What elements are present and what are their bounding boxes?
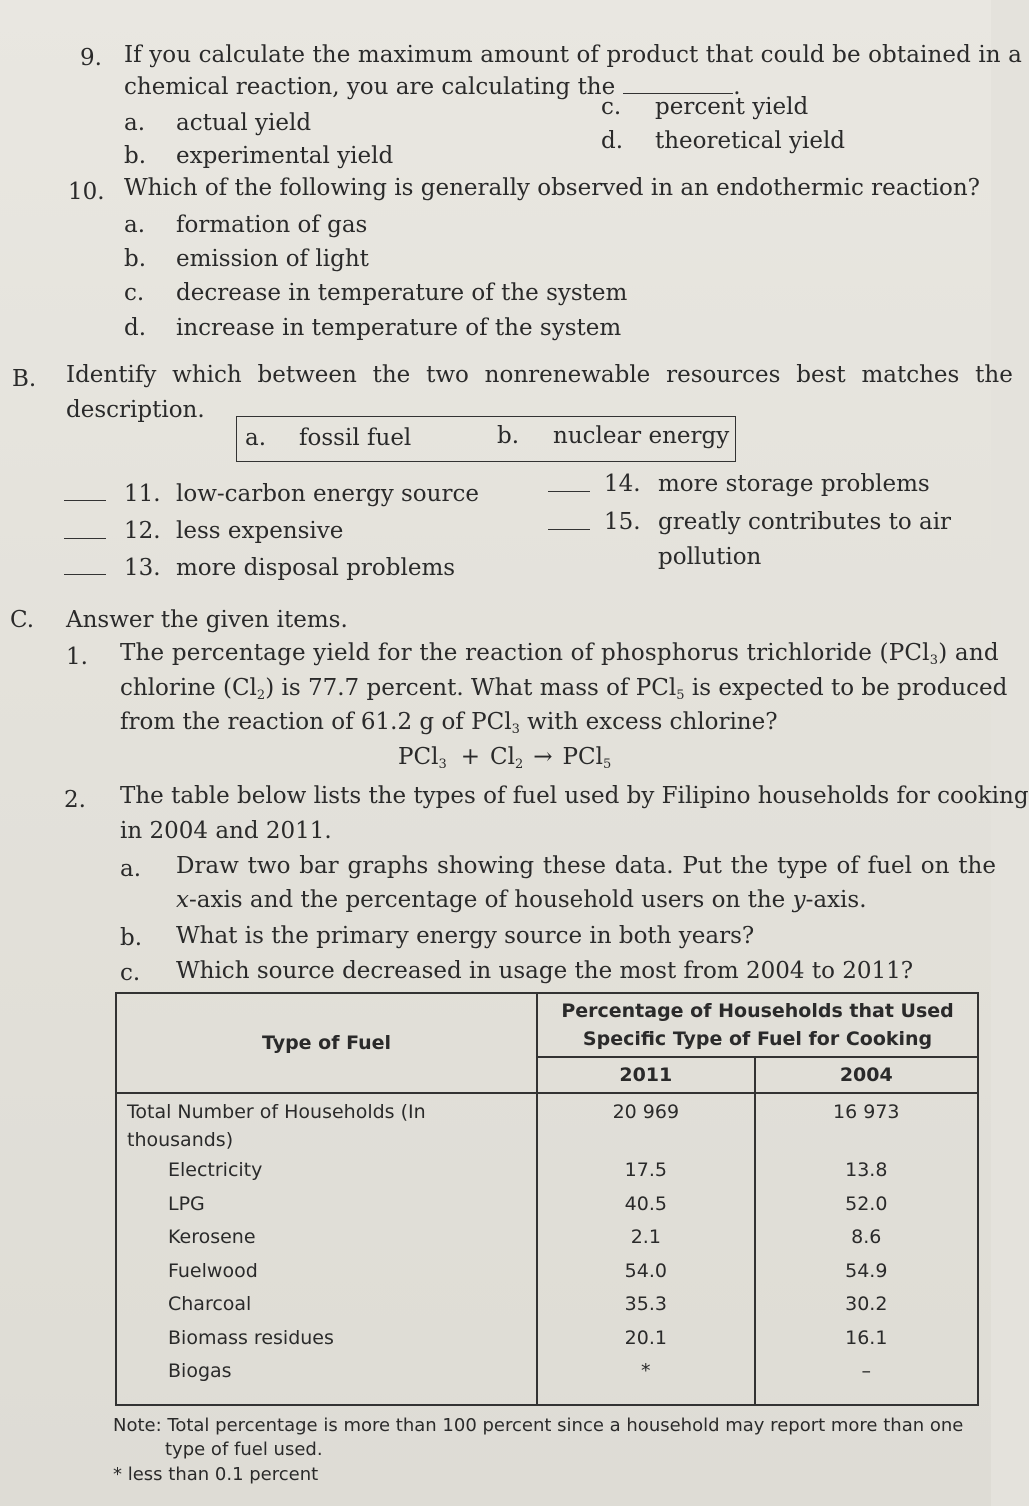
part-b-instruction-line1: Identify which between the two nonrenewable resources best matches the (66, 362, 1013, 388)
c1-number: 1. (66, 644, 88, 670)
q9-text-line2: chemical reaction, you are calculating the . (124, 74, 741, 100)
value-2004-cell: 13.8 (845, 1159, 888, 1181)
item-13: 13. more disposal problems (124, 555, 456, 581)
table-note-line1: Note: Total percentage is more than 100 percent since a household may report more than one (113, 1415, 964, 1436)
c2c-text: Which source decreased in usage the most from 2004 to 2011? (176, 958, 914, 984)
fuel-usage-table (115, 992, 979, 1406)
c2c-letter: c. (120, 960, 141, 986)
item13-blank (64, 574, 106, 575)
part-c-heading: Answer the given items. (66, 607, 348, 633)
value-2011-cell: 40.5 (624, 1192, 667, 1215)
fuel-name-cell: Electricity (168, 1159, 263, 1181)
value-2004-cell: 30.2 (845, 1293, 888, 1315)
q9-text-line1: If you calculate the maximum amount of product that could be obtained in a (124, 42, 1022, 68)
q9-option-d: d. theoretical yield (601, 128, 846, 154)
value-2004-cell: 16.1 (845, 1326, 888, 1349)
c1-line3: from the reaction of 61.2 g of PCl$_3$ with excess chlorine? (120, 709, 778, 737)
table-note-line2: type of fuel used. (165, 1439, 323, 1460)
value-2011-cell: 17.5 (624, 1159, 667, 1181)
value-2011-cell: 20.1 (624, 1326, 667, 1349)
item-15-line2: pollution (658, 544, 762, 570)
q10-number: 10. (68, 179, 105, 205)
part-c-label: C. (10, 607, 35, 633)
choice-b: b. nuclear energy (497, 423, 730, 449)
reaction-arrow-icon: → (533, 744, 553, 770)
total-households-2004: 16 973 (833, 1101, 900, 1123)
value-2004-cell: 8.6 (851, 1226, 882, 1248)
c2a-line2: x-axis and the percentage of household users on the y-axis. (176, 887, 867, 913)
item15-blank (548, 529, 590, 530)
header-year-2004: 2004 (755, 1057, 978, 1093)
q9-number: 9. (80, 45, 102, 71)
q10-text: Which of the following is generally observed in an endothermic reaction? (124, 175, 980, 201)
header-year-2011: 2011 (537, 1057, 754, 1093)
values-2004-list (756, 1154, 977, 1389)
q10-option-c: c. decrease in temperature of the system (124, 280, 628, 306)
q9-option-a: a. actual yield (124, 110, 312, 136)
value-2004-cell: 52.0 (845, 1192, 888, 1215)
item-14: 14. more storage problems (604, 471, 930, 497)
value-2004-cell: 54.9 (845, 1259, 888, 1282)
header-type-of-fuel: Type of Fuel (116, 993, 537, 1093)
table-body-2004-column (755, 1093, 978, 1405)
chemical-equation: $PCl_3 + Cl_2 \to PCl_5$ (398, 744, 612, 772)
item14-blank (548, 491, 590, 492)
fuel-name-cell: Biomass residues (168, 1326, 334, 1349)
values-2011-list (538, 1154, 753, 1389)
table-body-fuel-column (116, 1093, 537, 1405)
table-body-2011-column (537, 1093, 754, 1405)
q9-option-c: c. percent yield (601, 94, 809, 120)
c2-line1: The table below lists the types of fuel used by Filipino households for cooking (120, 783, 1029, 809)
item-11: 11. low-carbon energy source (124, 481, 479, 507)
total-households-2011: 20 969 (612, 1101, 680, 1123)
value-2011-cell: 35.3 (624, 1293, 667, 1315)
fuel-name-cell: Fuelwood (168, 1259, 258, 1282)
item11-blank (64, 500, 106, 501)
item-12: 12. less expensive (124, 518, 344, 544)
value-2011-cell: 2.1 (630, 1226, 661, 1248)
fuel-name-cell: LPG (168, 1192, 205, 1215)
item-15: 15. greatly contributes to air (604, 509, 952, 535)
part-b-label: B. (12, 366, 37, 392)
q10-option-b: b. emission of light (124, 246, 369, 272)
c1-line2: chlorine $(Cl_2)$ is 77.7 percent. What mass of PCl$_5$ is expected to be produced (120, 675, 1008, 703)
part-b-instruction-line2: description. (66, 397, 205, 423)
item12-blank (64, 538, 106, 539)
c2b-text: What is the primary energy source in both years? (176, 923, 755, 949)
c2b-letter: b. (120, 925, 143, 951)
c1-line1: The percentage yield for the reaction of phosphorus trichloride (PCl$_3$) and (120, 640, 999, 668)
total-households-label: Total Number of Households (In thousands) (127, 1101, 426, 1151)
c2-number: 2. (64, 787, 86, 813)
header-percentage: Percentage of Households that Used Specific Type of Fuel for Cooking (537, 993, 978, 1057)
c2a-letter: a. (120, 856, 142, 882)
q9-option-b: b. experimental yield (124, 143, 394, 169)
choice-box (236, 416, 736, 462)
table-note-asterisk: * less than 0.1 percent (113, 1464, 319, 1485)
fuel-name-cell: Biogas (168, 1360, 232, 1382)
fuel-type-list (127, 1154, 526, 1389)
value-2011-cell: 54.0 (624, 1259, 667, 1282)
fuel-name-cell: Charcoal (168, 1293, 252, 1315)
q10-option-a: a. formation of gas (124, 212, 368, 238)
q10-option-d: d. increase in temperature of the system (124, 315, 622, 341)
value-2004-cell: – (861, 1360, 872, 1382)
c2a-line1: Draw two bar graphs showing these data. Put the type of fuel on the (176, 853, 996, 879)
fuel-name-cell: Kerosene (168, 1226, 256, 1248)
c2-line2: in 2004 and 2011. (120, 818, 332, 844)
value-2011-cell: * (641, 1360, 651, 1382)
choice-a: a. fossil fuel (245, 425, 412, 451)
